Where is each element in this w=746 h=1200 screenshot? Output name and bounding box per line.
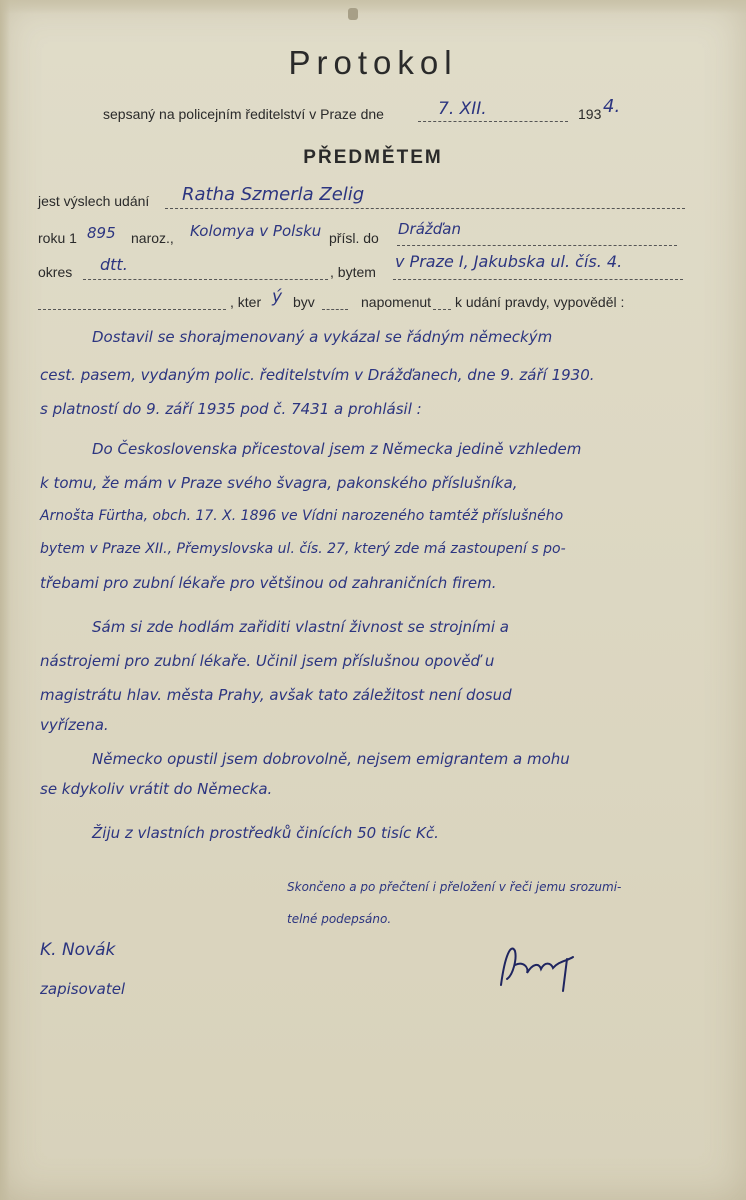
residence-blank [393, 278, 683, 280]
testimony-line: Německo opustil jsem dobrovolně, nejsem emigrantem a mohu [92, 750, 570, 768]
name-blank [165, 207, 685, 209]
testimony-line: cest. pasem, vydaným polic. ředitelstvím v Drážďanech, dne 9. září 1930. [40, 366, 595, 384]
testimony-line: třebami pro zubní lékaře pro většinou od zahraničních firem. [40, 574, 497, 592]
testimony-line: Do Československa přicestoval jsem z Německa jedině vzhledem [92, 440, 582, 458]
recorder-name: K. Novák [40, 940, 116, 960]
testimony-line: k tomu, že mám v Praze svého švagra, pakonského příslušníka, [40, 474, 518, 492]
label-naroz: naroz., [131, 230, 174, 246]
label-okres: okres [38, 264, 73, 280]
byv-blank [322, 308, 348, 310]
testimony-line: vyřízena. [40, 716, 109, 734]
testimony-line: Sám si zde hodlám zařiditi vlastní živnost se strojními a [92, 618, 509, 636]
extra-blank [38, 308, 226, 310]
label-pravdy: k udání pravdy, vypověděl : [455, 294, 625, 310]
label-bytem: , bytem [330, 264, 376, 280]
closing-line: Skončeno a po přečtení i přeložení v řeči jemu srozumi- [287, 880, 622, 894]
label-udani: jest výslech udání [38, 193, 150, 209]
testimony-line: nástrojemi pro zubní lékaře. Učinil jsem příslušnou opověď u [40, 652, 495, 670]
paper-edge-shadow [0, 0, 10, 1200]
paper-edge-shadow [0, 0, 746, 14]
domicile-blank [397, 244, 677, 246]
testimony-line: s platností do 9. září 1935 pod č. 7431 a prohlásil : [40, 400, 422, 418]
label-byv: byv [293, 294, 315, 310]
punch-hole [348, 8, 358, 20]
district-blank [83, 278, 328, 280]
filled-domicile: Drážďan [398, 220, 462, 238]
testimony-line: bytem v Praze XII., Přemyslovska ul. čís. 27, který zde má zastoupení s po- [40, 541, 566, 557]
label-napomenut: napomenut [361, 294, 432, 310]
napomenut-blank [433, 308, 451, 310]
form-title: Protokol [288, 44, 458, 81]
testimony-line: se kdykoliv vrátit do Německa. [40, 780, 273, 798]
filled-year: 4. [603, 96, 621, 117]
label-prisl: přísl. do [329, 230, 379, 246]
recorder-role: zapisovatel [40, 980, 126, 998]
form-subject: PŘEDMĚTEM [303, 147, 443, 168]
filled-birth-year: 895 [87, 224, 116, 242]
filled-date: 7. XII. [438, 99, 487, 119]
witness-signature [493, 935, 583, 995]
filled-district: dtt. [100, 255, 128, 274]
filled-birthplace: Kolomya v Polsku [190, 222, 322, 240]
label-kter: , kter [230, 294, 262, 310]
testimony-line: Dostavil se shorajmenovaný a vykázal se řádným německým [92, 328, 553, 346]
testimony-line: Žiju z vlastních prostředků činících 50 tisíc Kč. [92, 824, 439, 842]
testimony-line: magistrátu hlav. města Prahy, avšak tato záležitost není dosud [40, 686, 512, 704]
form-line1-prefix: sepsaný na policejním ředitelství v Praze dne [103, 106, 384, 122]
filled-residence: v Praze I, Jakubska ul. čís. 4. [395, 252, 623, 271]
label-roku: roku 1 [38, 230, 77, 246]
filled-kter-suffix: ý [272, 287, 283, 307]
date-blank [418, 120, 568, 122]
testimony-line: Arnošta Fürtha, obch. 17. X. 1896 ve Vídni narozeného tamtéž příslušného [40, 508, 564, 524]
form-year-prefix: 193 [578, 106, 602, 122]
filled-name: Ratha Szmerla Zelig [182, 184, 365, 205]
closing-line: telné podepsáno. [287, 912, 392, 926]
